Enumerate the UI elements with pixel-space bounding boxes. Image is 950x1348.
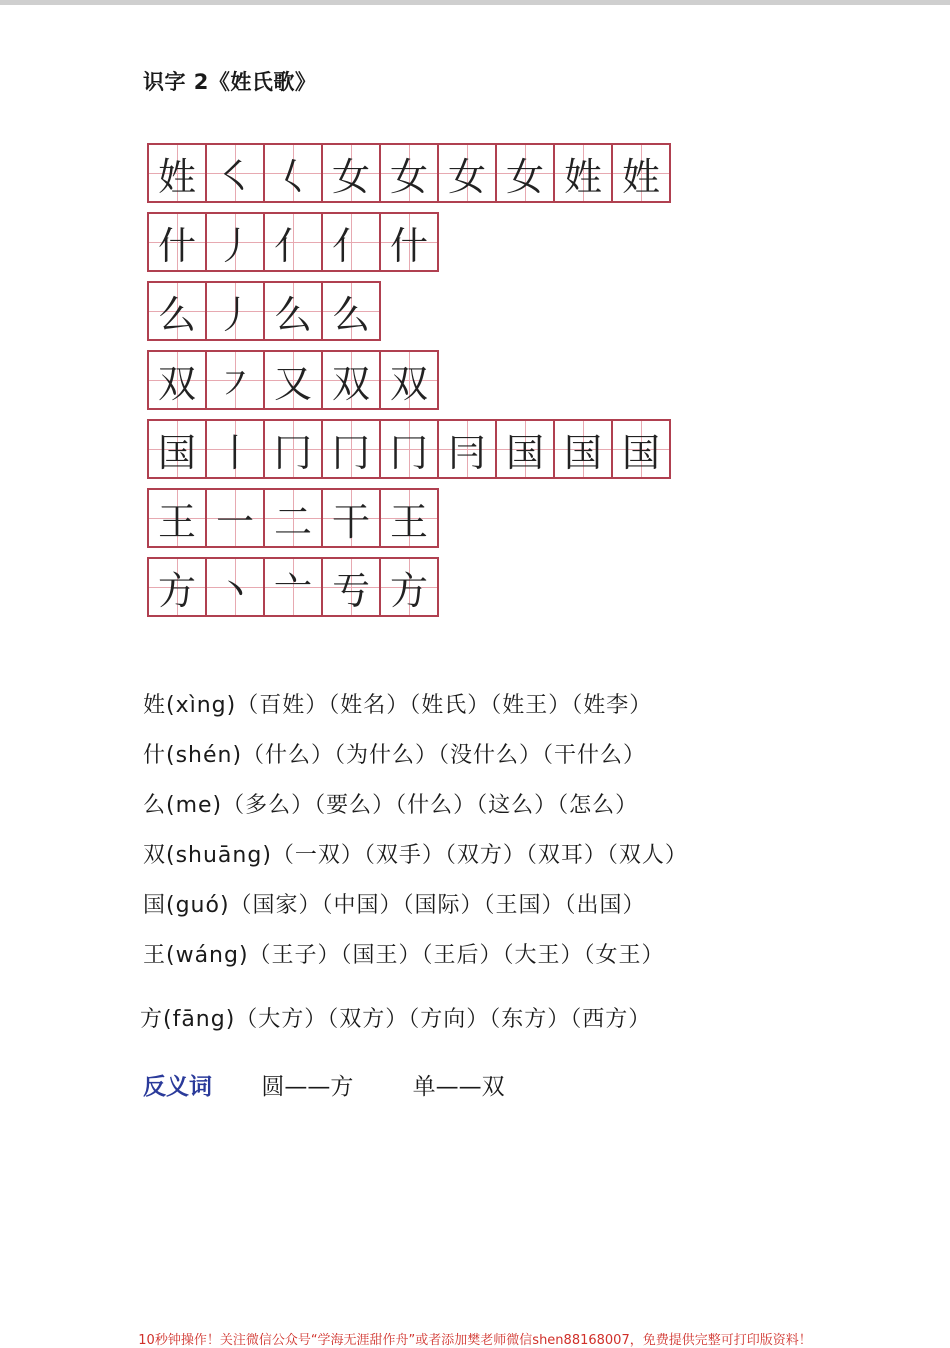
tianzige-cell [611, 419, 671, 479]
stroke-glyph: 姓 [621, 154, 660, 199]
stroke-glyph: 王 [389, 499, 428, 544]
tianzige-cell [553, 143, 613, 203]
tianzige-cell [379, 488, 439, 548]
tianzige-cell [321, 488, 381, 548]
tianzige-cell [321, 281, 381, 341]
tianzige-cell [495, 143, 555, 203]
stroke-glyph: 又 [273, 361, 312, 406]
antonyms-label: 反义词 [143, 1074, 212, 1100]
tianzige-cell [321, 350, 381, 410]
stroke-glyph: 女 [447, 154, 486, 199]
stroke-glyph: 干 [331, 499, 370, 544]
page-title: 识字 2《姓氏歌》 [143, 70, 317, 94]
antonym-pair: 圆——方 [261, 1074, 354, 1100]
stroke-row [147, 143, 671, 203]
antonyms [143, 1068, 557, 1101]
stroke-glyph: 方 [157, 568, 196, 613]
tianzige-cell [147, 488, 207, 548]
tianzige-cell [205, 488, 265, 548]
stroke-row [147, 350, 671, 410]
stroke-glyph: 国 [621, 430, 660, 475]
stroke-glyph: 国 [505, 430, 544, 475]
tianzige-cell [437, 419, 497, 479]
stroke-glyph: 国 [157, 430, 196, 475]
stroke-glyph: 冂 [331, 430, 370, 475]
stroke-glyph: 双 [389, 361, 428, 406]
tianzige-cell [147, 350, 207, 410]
tianzige-cell [611, 143, 671, 203]
tianzige-cell [205, 212, 265, 272]
stroke-glyph: 女 [389, 154, 428, 199]
tianzige-cell [205, 419, 265, 479]
stroke-glyph: ㇇ [215, 361, 254, 406]
stroke-glyph: 姓 [563, 154, 602, 199]
tianzige-cell [263, 281, 323, 341]
word-list [140, 688, 688, 1052]
tianzige-cell [321, 419, 381, 479]
tianzige-cell [379, 143, 439, 203]
stroke-glyph: 丿 [215, 292, 254, 337]
promo-footer: 10秒钟操作！关注微信公众号“学海无涯甜作舟”或者添加樊老师微信shen88168007，免费提供完整可打印版资料！ [138, 1333, 812, 1348]
tianzige-cell [147, 557, 207, 617]
tianzige-cell [379, 419, 439, 479]
stroke-glyph: 双 [157, 361, 196, 406]
tianzige-cell [321, 557, 381, 617]
antonym-pair: 单——双 [412, 1074, 505, 1100]
stroke-glyph: 冂 [389, 430, 428, 475]
stroke-glyph: 女 [331, 154, 370, 199]
stroke-glyph: 亻 [331, 223, 370, 268]
tianzige-cell [263, 143, 323, 203]
tianzige-cell [205, 143, 265, 203]
tianzige-cell [205, 350, 265, 410]
stroke-row [147, 419, 671, 479]
tianzige-cell [263, 419, 323, 479]
stroke-glyph: 国 [563, 430, 602, 475]
tianzige-cell [205, 281, 265, 341]
tianzige-cell [379, 212, 439, 272]
tianzige-cell [263, 557, 323, 617]
stroke-order-grids [147, 143, 671, 626]
stroke-glyph: 方 [389, 568, 428, 613]
tianzige-cell [379, 557, 439, 617]
stroke-glyph: 亠 [273, 568, 312, 613]
word-line-me: 么(me)（多么）（要么）（什么）（这么）（怎么） [143, 793, 639, 818]
word-line-xing: 姓(xìng)（百姓）（姓名）（姓氏）（姓王）（姓李） [143, 693, 653, 718]
tianzige-cell [321, 143, 381, 203]
tianzige-cell [263, 488, 323, 548]
stroke-glyph: 么 [157, 292, 196, 337]
stroke-row [147, 212, 671, 272]
stroke-glyph: 什 [157, 223, 196, 268]
tianzige-cell [147, 212, 207, 272]
word-line-shen: 什(shén)（什么）（为什么）（没什么）（干什么） [143, 743, 647, 768]
stroke-glyph: 𡿨 [273, 154, 312, 199]
stroke-glyph: 双 [331, 361, 370, 406]
tianzige-cell [147, 143, 207, 203]
stroke-glyph: 冂 [273, 430, 312, 475]
tianzige-cell [379, 350, 439, 410]
word-line-fang: 方(fāng)（大方）（双方）（方向）（东方）（西方） [140, 1007, 652, 1032]
stroke-glyph: 姓 [157, 154, 196, 199]
stroke-glyph: 丨 [215, 430, 254, 475]
stroke-glyph: 么 [273, 292, 312, 337]
stroke-glyph: 冃 [447, 430, 486, 475]
tianzige-cell [205, 557, 265, 617]
stroke-glyph: 女 [505, 154, 544, 199]
stroke-glyph: 么 [331, 292, 370, 337]
tianzige-cell [147, 419, 207, 479]
stroke-glyph: ㇛ [215, 154, 254, 199]
word-line-shuang: 双(shuāng)（一双）（双手）（双方）（双耳）（双人） [143, 843, 688, 868]
tianzige-cell [437, 143, 497, 203]
tianzige-cell [321, 212, 381, 272]
stroke-glyph: 二 [273, 499, 312, 544]
stroke-glyph: 亐 [331, 568, 370, 613]
stroke-row [147, 488, 671, 548]
stroke-glyph: 丿 [215, 223, 254, 268]
word-line-wang: 王(wáng)（王子）（国王）（王后）（大王）（女王） [143, 943, 665, 968]
stroke-row [147, 557, 671, 617]
stroke-glyph: 什 [389, 223, 428, 268]
stroke-glyph: 亻 [273, 223, 312, 268]
word-line-guo: 国(guó)（国家）（中国）（国际）（王国）（出国） [143, 893, 646, 918]
top-border [0, 0, 950, 5]
tianzige-cell [553, 419, 613, 479]
tianzige-cell [263, 212, 323, 272]
tianzige-cell [495, 419, 555, 479]
tianzige-cell [263, 350, 323, 410]
stroke-glyph: 一 [215, 499, 254, 544]
stroke-glyph: 丶 [215, 568, 254, 613]
stroke-glyph: 王 [157, 499, 196, 544]
stroke-row [147, 281, 671, 341]
tianzige-cell [147, 281, 207, 341]
